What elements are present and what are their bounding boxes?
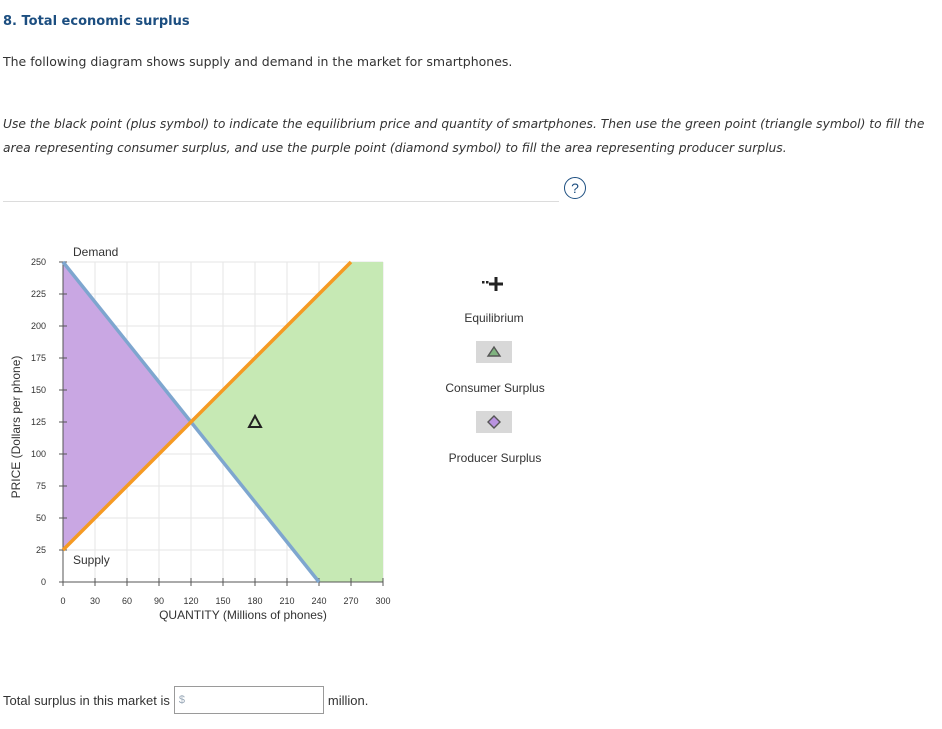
y-tick-label: 200 <box>30 321 46 331</box>
answer-row <box>3 686 368 714</box>
y-tick-label: 125 <box>30 417 46 427</box>
x-tick-label: 30 <box>89 596 101 606</box>
producer-surplus-label: Producer Surplus <box>448 451 542 465</box>
x-tick-label: 240 <box>311 596 327 606</box>
question-title: 8. Total economic surplus <box>3 14 190 29</box>
demand-label: Demand <box>73 245 119 259</box>
consumer-surplus-label: Consumer Surplus <box>445 381 545 395</box>
question-instruction: Use the black point (plus symbol) to indicate the equilibrium price and quantity of smartphones. Then use the green point (triangle symbol) to fill the area representing consumer surplus, and use the purple point (diamond symbol) to fill the area representing producer surplus. <box>3 117 925 155</box>
y-tick-label: 100 <box>30 449 46 459</box>
x-tick-label: 90 <box>153 596 165 606</box>
y-tick-label: 250 <box>30 257 46 267</box>
consumer-surplus-tool[interactable] <box>476 341 512 363</box>
x-tick-label: 0 <box>60 596 66 606</box>
answer-suffix: million. <box>327 692 369 708</box>
equilibrium-tool[interactable] <box>478 270 510 298</box>
producer-surplus-tool[interactable] <box>476 411 512 433</box>
y-axis-title: PRICE (Dollars per phone) <box>9 355 23 499</box>
y-tick-label: 175 <box>30 353 46 363</box>
y-tick-label: 0 <box>40 577 46 587</box>
x-tick-label: 60 <box>121 596 133 606</box>
question-intro: The following diagram shows supply and demand in the market for smartphones. <box>3 54 513 69</box>
triangle-icon <box>476 341 512 363</box>
equilibrium-label: Equilibrium <box>464 311 524 325</box>
supply-demand-chart[interactable] <box>0 230 600 640</box>
x-tick-label: 120 <box>183 596 199 606</box>
diamond-icon <box>476 411 512 433</box>
x-tick-label: 150 <box>215 596 231 606</box>
supply-label: Supply <box>73 553 110 567</box>
y-tick-label: 25 <box>35 545 46 555</box>
divider <box>3 201 559 202</box>
answer-box[interactable] <box>174 686 324 714</box>
help-button[interactable]: ? <box>564 177 586 199</box>
y-tick-label: 150 <box>30 385 46 395</box>
x-tick-label: 180 <box>247 596 263 606</box>
y-tick-label: 50 <box>35 513 46 523</box>
y-tick-label: 225 <box>30 289 46 299</box>
x-tick-label: 300 <box>375 596 391 606</box>
y-tick-label: 75 <box>35 481 46 491</box>
currency-symbol: $ <box>178 694 186 706</box>
x-tick-label: 210 <box>279 596 295 606</box>
x-axis-title: QUANTITY (Millions of phones) <box>159 608 327 622</box>
x-tick-label: 270 <box>343 596 359 606</box>
answer-prefix: Total surplus in this market is <box>3 692 170 708</box>
total-surplus-input[interactable] <box>187 692 311 709</box>
plus-icon <box>478 270 510 298</box>
